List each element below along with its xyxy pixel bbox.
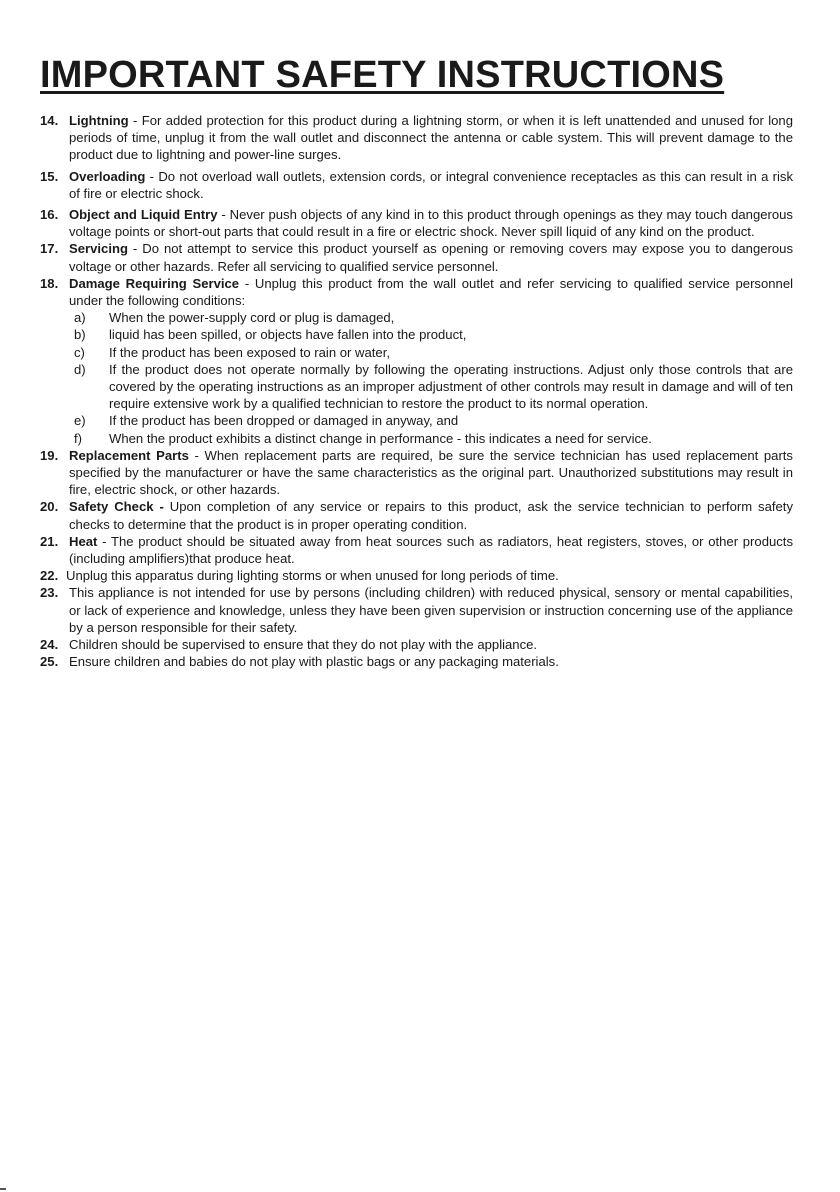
condition-text: When the product exhibits a distinct change in performance - this indicates a need for service. [109, 430, 652, 446]
condition-item [69, 361, 793, 413]
item-number: 14. [40, 113, 59, 128]
item-heading: Overloading [69, 168, 146, 184]
instruction-22 [40, 567, 793, 584]
item-heading: Damage Requiring Service [69, 275, 240, 291]
item-number: 17. [40, 241, 59, 257]
item-body [69, 533, 793, 567]
item-heading: Lightning [69, 113, 129, 128]
condition-text: If the product has been exposed to rain or water, [109, 344, 390, 360]
item-heading: Object and Liquid Entry [69, 207, 218, 223]
item-number: 24. [40, 637, 59, 653]
item-number: 23. [40, 585, 59, 601]
condition-text: If the product has been dropped or damaged in anyway, and [109, 413, 459, 429]
condition-letter: b) [74, 327, 86, 343]
item-body [69, 206, 793, 240]
item-text: - The product should be situated away from heat sources such as radiators, heat registers, stoves, or other products (including amplifiers)that produce heat. [69, 533, 793, 567]
instruction-16 [40, 206, 793, 240]
item-number: 18. [40, 275, 59, 291]
instruction-17 [40, 240, 793, 274]
instruction-24 [40, 636, 793, 653]
item-body [69, 653, 793, 670]
condition-item [69, 430, 793, 447]
condition-letter: e) [74, 413, 86, 429]
condition-letter: a) [74, 310, 86, 326]
item-body [69, 447, 793, 499]
item-body [69, 584, 793, 636]
instruction-25 [40, 653, 793, 670]
item-number: 15. [40, 168, 59, 184]
instruction-21 [40, 533, 793, 567]
item-number: 25. [40, 654, 59, 670]
page-title: IMPORTANT SAFETY INSTRUCTIONS [40, 54, 725, 96]
condition-item [69, 412, 793, 429]
item-heading: Heat [69, 533, 98, 549]
item-body [69, 636, 793, 653]
condition-text: When the power-supply cord or plug is damaged, [109, 310, 395, 326]
item-body [66, 567, 793, 584]
item-body [69, 498, 793, 532]
condition-item [69, 344, 793, 361]
condition-letter: c) [74, 344, 85, 360]
instruction-19 [40, 447, 793, 499]
item-text: - Do not attempt to service this product yourself as opening or removing covers may expose you to dangerous voltage or other hazards. Refer all servicing to qualified service personnel. [69, 241, 793, 274]
item-text: Children should be supervised to ensure that they do not play with the appliance. [69, 637, 538, 653]
item-text: - When replacement parts are required, be sure the service technician has used replacement parts specified by the manufacturer or have the same characteristics as the original part. Unauthorized substitutions may result in fire, electric shock, or other hazards. [69, 447, 793, 498]
item-body [69, 240, 793, 274]
item-text: - For added protection for this product during a lightning storm, or when it is left unattended and unused for long periods of time, unplug it from the wall outlet and disconnect the antenna or cable system. This will prevent damage to the product due to lightning and power-line surges. [69, 113, 793, 163]
instruction-14 [40, 112, 793, 164]
instruction-15 [40, 168, 793, 202]
condition-item [69, 309, 793, 326]
item-heading: Replacement Parts [69, 447, 189, 463]
instruction-18 [40, 275, 793, 447]
condition-letter: f) [74, 430, 82, 446]
item-text: Unplug this apparatus during lighting storms or when unused for long periods of time. [66, 568, 559, 584]
item-number: 22. [40, 568, 59, 584]
item-body [69, 168, 793, 202]
item-number: 19. [40, 447, 59, 463]
page-edge-mark [0, 1188, 6, 1190]
condition-list [69, 309, 793, 447]
safety-instructions-list [40, 112, 793, 671]
item-heading: Safety Check - [69, 499, 164, 515]
condition-text: liquid has been spilled, or objects have fallen into the product, [109, 327, 467, 343]
item-body [69, 275, 793, 447]
item-number: 16. [40, 207, 59, 223]
item-heading: Servicing [69, 241, 128, 257]
item-text: - Never push objects of any kind in to this product through openings as they may touch dangerous voltage points or short-out parts that could result in a fire or electric shock. Never spill liquid of any kind on the product. [69, 207, 793, 240]
item-number: 20. [40, 499, 59, 515]
item-text: - Do not overload wall outlets, extension cords, or integral convenience receptacles as this can result in a risk of fire or electric shock. [69, 168, 793, 201]
item-body [69, 112, 793, 164]
item-number: 21. [40, 533, 59, 549]
item-text: Ensure children and babies do not play with plastic bags or any packaging materials. [69, 654, 559, 670]
item-text: - Unplug this product from the wall outlet and refer servicing to qualified service personnel under the following conditions: [69, 275, 794, 309]
condition-letter: d) [74, 361, 86, 377]
instruction-23 [40, 584, 793, 636]
condition-item [69, 326, 793, 343]
instruction-20 [40, 498, 793, 532]
condition-text: If the product does not operate normally by following the operating instructions. Adjust only those controls that are covered by the operating instructions as an improper adjustment of other controls may result in damage and will of ten require extensive work by a qualified technician to restore the product to its normal operation. [109, 361, 793, 412]
item-text: Upon completion of any service or repairs to this product, ask the service technician to perform safety checks to determine that the product is in proper operating condition. [69, 499, 793, 532]
item-text: This appliance is not intended for use by persons (including children) with reduced physical, sensory or mental capabilities, or lack of experience and knowledge, unless they have been given supervision or instruction concerning use of the appliance by a person responsible for their safety. [69, 585, 793, 635]
